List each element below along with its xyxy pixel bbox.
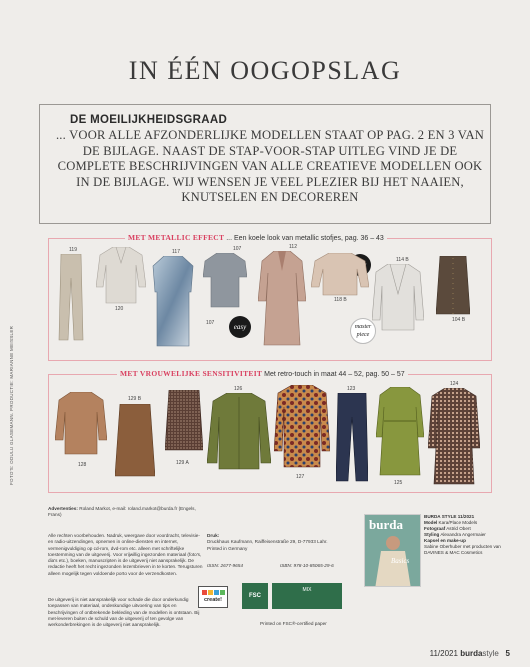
brown-skirt: [436, 256, 470, 316]
green-dress: [376, 387, 424, 477]
item-number: 127: [296, 474, 305, 480]
item-number: 104 B: [452, 317, 466, 323]
item-number: 126: [234, 386, 243, 392]
rights-text: Alle rechten voorbehouden. Nadruk, weergave door voordracht, televisie- en radio-uitzendingen, opnemen in online-diensten en internet, vermenigvuldiging op cd-rom, dvd-rom etc. alleen met schriftelijke toestemming van de uitgeverij. Voor vrijwillig ingezonden materiaal (foto's, dia's etc.), boeken, manuscripten is de uitgeverij niet aansprakelijk. De redactie heeft het recht ingezonden lezersbrieven in te korten. Terugsturen alleen mogelijk tegen voldoende porto voor de verzendkosten.: [48, 533, 203, 576]
camel-blouse: [55, 392, 107, 456]
issue-credits: BURDA STYLE 11/2021 Model Kara/Place Models Fotograaf Astrid Obert Styling Alexandra Angermaier Kapsel en make-up Sabine Oberhuber met producten van DAVINES & MAC Cosmetics: [424, 514, 501, 555]
silver-blouse: [96, 247, 146, 305]
fsc-logo: FSC: [242, 583, 268, 609]
photo-credit: FOTO'S: ODULU GLASEMANN. PRODUCTIE: MARIANNE MEISSLER: [9, 325, 14, 485]
grey-top: [203, 253, 247, 309]
easy-badge: easy: [229, 316, 251, 338]
difficulty-heading: DE MOEILIJKHEIDSGRAAD: [70, 114, 228, 126]
item-number: 120: [115, 306, 124, 312]
item-number: 117: [172, 249, 180, 255]
print-info: Druk: Druckhaus Kaufmann, Raiffeisenstraße 29, D-77933 Lahr. Printed in Germany: [207, 533, 328, 551]
pattern-dress: [428, 388, 480, 486]
fsc-paper-note: Printed on FSC®-certified paper: [260, 621, 327, 626]
sequin-dress: [149, 256, 197, 348]
page-footer: 11/2021 burdastyle 5: [429, 649, 510, 658]
item-number: 123: [347, 386, 356, 392]
white-blazer: [372, 264, 424, 334]
item-number: 128: [78, 462, 87, 468]
item-number: 124: [450, 381, 459, 387]
difficulty-text: ... VOOR ALLE AFZONDERLIJKE MODELLEN STAAT OP PAG. 2 EN 3 VAN DE BIJLAGE. NAAST DE STAP-VOOR-STAP UITLEG VIND JE DE COMPLETE BESCHRIJVINGEN VAN ALLE CREATIEVE MODELLEN OOK IN DE BIJLAGE. WIJ WENSEN JE VEEL PLEZIER BIJ HET NAAIEN, KNUTSELEN EN DECOREREN: [55, 128, 485, 204]
advertising-info: Advertenties: Roland Markot, e-mail: roland.markot@burda.fr (Engels, Frans): [48, 506, 196, 518]
create-logo: create!: [198, 586, 228, 608]
item-number: 112: [289, 244, 297, 250]
item-number: 125: [394, 480, 403, 486]
item-number: 118 B: [334, 297, 347, 303]
section-sensitivity-label: MET VROUWELIJKE SENSITIVITEIT Met retro-touch in maat 44 – 52, pag. 50 – 57: [117, 369, 408, 378]
tweed-skirt: [165, 390, 203, 452]
item-number: 114 B: [396, 257, 409, 263]
brown-skirt-2: [115, 404, 155, 478]
print-blouse: [274, 385, 330, 469]
page-title: IN ÉÉN OOGOPSLAG: [128, 56, 402, 85]
rose-gold-dress: [258, 251, 306, 347]
rose-blouse: [311, 253, 369, 297]
magazine-cover: burda Basics: [364, 514, 421, 587]
liability-text: De uitgeverij is niet aansprakelijk voor schade die door onderkundig toepassen van materiaal, ondeskundige uitvoering van tips en beschrijvingen of ontbrekende bekleding van de modellen is ontstaan. Bij met-leveren buiten de schuld van de uitgeverij of ten gevolge van werkonderbrekingen is de uitgeverij niet aansprakelijk.: [48, 597, 200, 628]
fsc-mix-label: MIX: [272, 583, 342, 609]
item-number: 107: [206, 320, 215, 326]
issn-number: ISSN: 2677-9654: [207, 563, 243, 568]
item-number: 119: [69, 247, 77, 253]
green-jacket: [207, 393, 271, 473]
isbn-number: ISBN: 978-10-85065-29-6: [280, 563, 334, 568]
section-metallic-label: MET METALLIC EFFECT ... Een koele look van metallic stofjes, pag. 36 – 43: [125, 233, 387, 242]
item-number: 129 A: [176, 460, 189, 466]
navy-trousers: [336, 393, 368, 483]
master-piece-badge: master piece: [350, 318, 376, 344]
metallic-trousers: [58, 254, 84, 342]
item-number: 107: [233, 246, 242, 252]
item-number: 129 B: [128, 396, 142, 402]
